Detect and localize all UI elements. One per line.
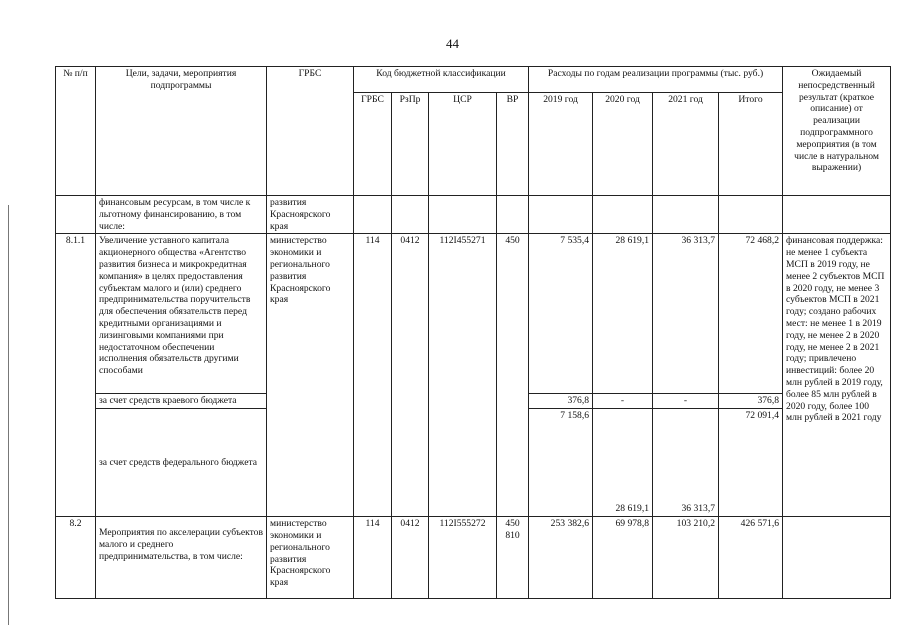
row-82-total: 426 571,6: [719, 517, 783, 599]
col-header-num: № п/п: [56, 67, 96, 196]
row-811-2021: 36 313,7: [653, 234, 719, 394]
row-811-csr: 112I455271: [429, 234, 497, 517]
col-header-goals: Цели, задачи, мероприятия подпрограммы: [96, 67, 267, 196]
row-811-num: 8.1.1: [56, 234, 96, 517]
federal-2021: 36 313,7: [653, 409, 719, 517]
page-number: 44: [446, 36, 459, 51]
row-82-2020: 69 978,8: [593, 517, 653, 599]
regional-budget-desc: за счет средств краевого бюджета: [96, 394, 267, 409]
row-811-result: финансовая поддержка: не менее 1 субъекта МСП в 2019 году, не менее 2 субъектов МСП в 2020 году, не менее 3 субъектов МСП в 2021 году; создано рабочих мест: не менее 1 в 2019 году, не менее 2 в 2020 году, не менее 2 в 2021 году; привлечено инвестиций: более 20 млн рублей в 2019 году, более 85 млн рублей в 2020 году, более 100 млн рублей в 2021 году: [783, 234, 891, 517]
row-82-2021: 103 210,2: [653, 517, 719, 599]
row-82-num: 8.2: [56, 517, 96, 599]
col-header-expenses: Расходы по годам реализации программы (тыс. руб.): [529, 67, 783, 93]
sub-header-total: Итого: [719, 93, 783, 196]
col-header-result: Ожидаемый непосредственный результат (краткое описание) от реализации подпрограммного мероприятия (в том числе в натуральном выражении): [783, 67, 891, 196]
regional-2020: -: [593, 394, 653, 409]
federal-2020: 28 619,1: [593, 409, 653, 517]
row-811-rzpr: 0412: [392, 234, 429, 517]
row-811-grbs: министерство экономики и регионального развития Красноярского края: [267, 234, 354, 517]
sub-header-rzpr: РзПр: [392, 93, 429, 196]
regional-2021: -: [653, 394, 719, 409]
federal-total: 72 091,4: [719, 409, 783, 517]
budget-table: [55, 66, 891, 599]
row-82-desc: Мероприятия по акселерации субъектов малого и среднего предпринимательства, в том числе:: [96, 517, 267, 599]
row-82-csr: 112I555272: [429, 517, 497, 599]
table-row-811: [56, 234, 891, 394]
sub-header-csr: ЦСР: [429, 93, 497, 196]
sub-header-2020: 2020 год: [593, 93, 653, 196]
sub-header-2021: 2021 год: [653, 93, 719, 196]
row-811-desc: Увеличение уставного капитала акционерного общества «Агентство развития бизнеса и микрокредитная компания» в целях предоставления субъектам малого и (или) среднего предпринимательства поручительств для обеспечения обязательств перед кредитными организациями и лизинговыми компаниями при недостаточном обеспечении исполнения обязательств другими способами: [96, 234, 267, 394]
sub-header-grbs: ГРБС: [354, 93, 392, 196]
federal-2019: 7 158,6: [529, 409, 593, 517]
federal-budget-desc: за счет средств федерального бюджета: [96, 409, 267, 517]
regional-2019: 376,8: [529, 394, 593, 409]
table-row-82: [56, 517, 891, 599]
row-811-2020: 28 619,1: [593, 234, 653, 394]
row-82-2019: 253 382,6: [529, 517, 593, 599]
row-811-2019: 7 535,4: [529, 234, 593, 394]
row-82-rzpr: 0412: [392, 517, 429, 599]
continuation-desc: финансовым ресурсам, в том числе к льготному финансированию, в том числе:: [96, 196, 267, 234]
row-811-grbs-code: 114: [354, 234, 392, 517]
table-row-continuation: [56, 196, 891, 234]
row-811-vr: 450: [497, 234, 529, 517]
row-811-total: 72 468,2: [719, 234, 783, 394]
margin-line: [8, 205, 9, 625]
col-header-budget-code: Код бюджетной классификации: [354, 67, 529, 93]
sub-header-vr: ВР: [497, 93, 529, 196]
row-82-grbs: министерство экономики и регионального развития Красноярского края: [267, 517, 354, 599]
row-82-vr: 450 810: [497, 517, 529, 599]
row-82-grbs-code: 114: [354, 517, 392, 599]
header-row: [56, 67, 891, 93]
sub-header-2019: 2019 год: [529, 93, 593, 196]
continuation-grbs: развития Красноярского края: [267, 196, 354, 234]
col-header-grbs: ГРБС: [267, 67, 354, 196]
regional-total: 376,8: [719, 394, 783, 409]
